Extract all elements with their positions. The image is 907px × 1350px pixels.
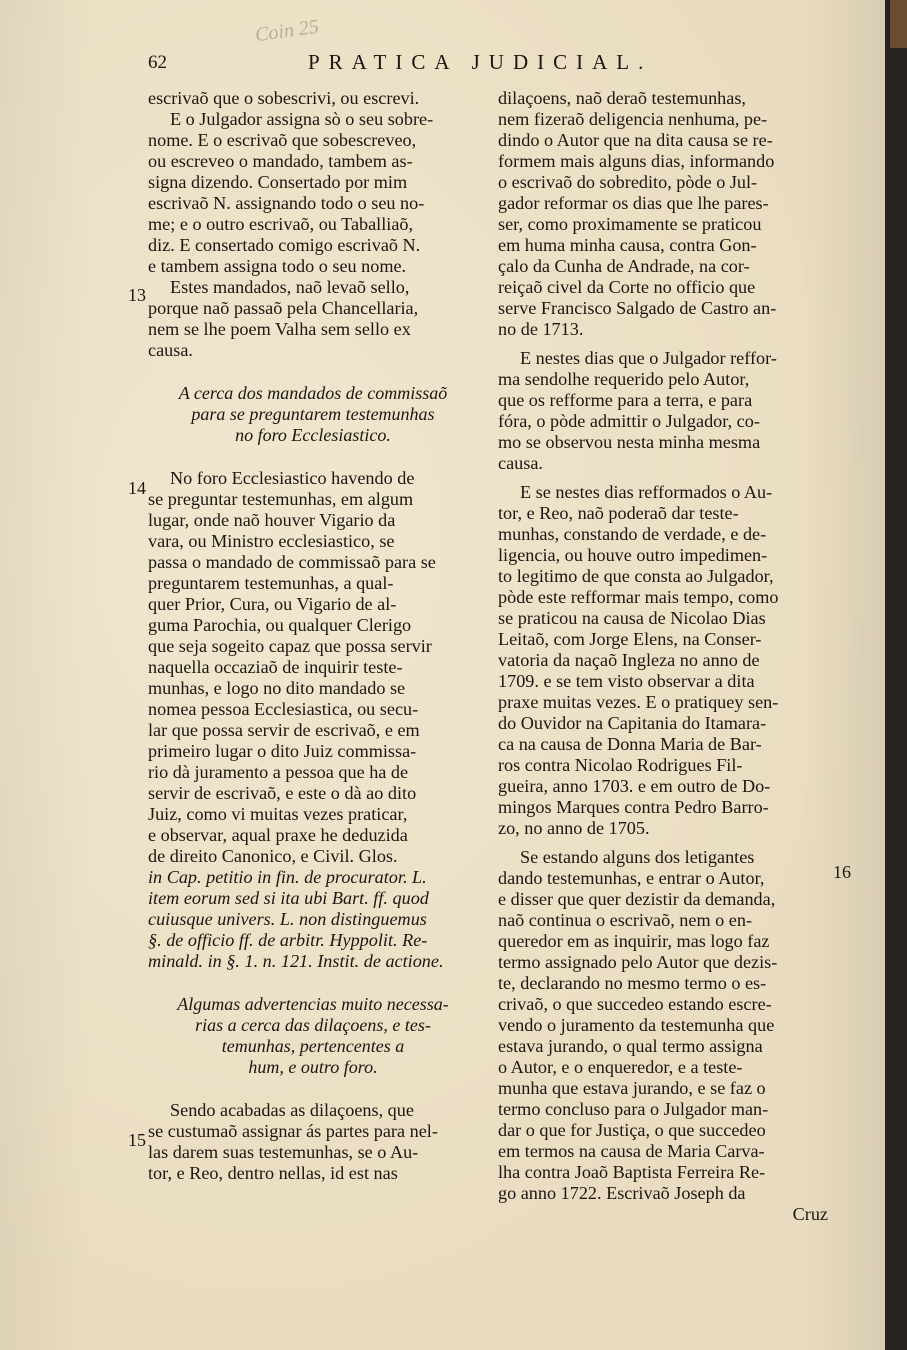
text-line: las darem suas testemunhas, se o Au-: [148, 1142, 419, 1162]
text-line: gador reformar os dias que lhe pares-: [498, 193, 769, 213]
page-edge: [885, 0, 907, 1350]
paragraph-number-14: 14: [128, 478, 146, 498]
catchword: Cruz: [792, 1204, 828, 1224]
text-line: preguntarem testemunhas, a qual-: [148, 573, 394, 593]
text-line: mingos Marques contra Pedro Barro-: [498, 797, 769, 817]
text-line: nem se lhe poem Valha sem sello ex: [148, 319, 411, 339]
text-line: ca na causa de Donna Maria de Bar-: [498, 734, 762, 754]
text-line: ma sendolhe requerido pelo Autor,: [498, 369, 750, 389]
text-line: escrivaõ que o sobescrivi, ou escrevi.: [148, 88, 420, 108]
text-line: tor, e Reo, dentro nellas, id est nas: [148, 1163, 398, 1183]
text-line: se custumaõ assignar ás partes para nel-: [148, 1121, 438, 1141]
heading-line: hum, e outro foro.: [248, 1057, 378, 1077]
text-line: praxe muitas vezes. E o pratiquey sen-: [498, 692, 779, 712]
text-line: fóra, o pòde admittir o Julgador, co-: [498, 411, 760, 431]
heading-line: no foro Ecclesiastico.: [235, 425, 391, 445]
paragraph-14: [148, 468, 478, 972]
text-line: primeiro lugar o dito Juiz commissa-: [148, 741, 417, 761]
text-line: servir de escrivaõ, e este o dà ao dito: [148, 783, 417, 803]
right-top-text: [498, 88, 828, 340]
text-line: rio dà juramento a pessoa que ha de: [148, 762, 409, 782]
text-line: go anno 1722. Escrivaõ Joseph da: [498, 1183, 746, 1203]
text-line: se praticou na causa de Nicolao Dias: [498, 608, 766, 628]
text-line: munha que estava jurando, e se faz o: [498, 1078, 766, 1098]
text-line: de direito Canonico, e Civil. Glos.: [148, 846, 398, 866]
text-line: lugar, onde naõ houver Vigario da: [148, 510, 396, 530]
text-line: que os refforme para a terra, e para: [498, 390, 753, 410]
text-line: vara, ou Ministro ecclesiastico, se: [148, 531, 395, 551]
text-line: porque naõ passaõ pela Chancellaria,: [148, 298, 419, 318]
heading-line: para se preguntarem testemunhas: [191, 404, 435, 424]
text-line: 1709. e se tem visto observar a dita: [498, 671, 755, 691]
text-line: lha contra Joaõ Baptista Ferreira Re-: [498, 1162, 766, 1182]
citation-line: minald. in §. 1. n. 121. Instit. de actione.: [148, 951, 444, 971]
text-line: escrivaõ N. assignando todo o seu no-: [148, 193, 425, 213]
left-column: [148, 88, 478, 1184]
text-line: lar que possa servir de escrivaõ, e em: [148, 720, 420, 740]
text-line: gueira, anno 1703. e em outro de Do-: [498, 776, 771, 796]
text-line: quer Prior, Cura, ou Vigario de al-: [148, 594, 397, 614]
text-line: nem fizeraõ deligencia nenhuma, pe-: [498, 109, 768, 129]
text-line: queredor em as inquirir, mas logo faz: [498, 931, 770, 951]
text-line: diz. E consertado comigo escrivaõ N.: [148, 235, 421, 255]
text-line: em termos na causa de Maria Carva-: [498, 1141, 765, 1161]
text-line: estava jurando, o qual termo assigna: [498, 1036, 763, 1056]
citation-line: §. de officio ff. de arbitr. Hyppolit. Re-: [148, 930, 428, 950]
text-line: ser, como proximamente se praticou: [498, 214, 762, 234]
heading-line: Algumas advertencias muito necessa-: [177, 994, 449, 1014]
citation-line: item eorum sed si ita ubi Bart. ff. quod: [148, 888, 429, 908]
pencil-annotation: Coin 25: [253, 15, 321, 47]
paragraph-13: [148, 277, 478, 361]
heading-line: A cerca dos mandados de commissaõ: [178, 383, 448, 403]
text-line: termo concluso para o Julgador man-: [498, 1099, 769, 1119]
section-heading-commissao: [148, 383, 478, 446]
text-line: Leitaõ, com Jorge Elens, na Conser-: [498, 629, 762, 649]
text-line: çalo da Cunha de Andrade, na cor-: [498, 256, 750, 276]
text-line: formem mais alguns dias, informando: [498, 151, 775, 171]
left-top-text: [148, 88, 478, 277]
text-line: ros contra Nicolao Rodrigues Fil-: [498, 755, 743, 775]
text-line: se preguntar testemunhas, em algum: [148, 489, 414, 509]
text-line: E nestes dias que o Julgador reffor-: [520, 348, 777, 368]
paragraph-number-16: 16: [833, 862, 851, 882]
text-line: munhas, e logo no dito mandado se: [148, 678, 406, 698]
text-line: E o Julgador assigna sò o seu sobre-: [170, 109, 434, 129]
running-title: PRATICA JUDICIAL.: [308, 50, 653, 74]
text-line: serve Francisco Salgado de Castro an-: [498, 298, 777, 318]
text-line: guma Parochia, ou qualquer Clerigo: [148, 615, 412, 635]
text-line: dindo o Autor que na dita causa se re-: [498, 130, 773, 150]
text-line: causa.: [148, 340, 193, 360]
text-line: Sendo acabadas as dilaçoens, que: [170, 1100, 414, 1120]
text-line: dando testemunhas, e entrar o Autor,: [498, 868, 765, 888]
heading-line: rias a cerca das dilaçoens, e tes-: [195, 1015, 431, 1035]
text-line: causa.: [498, 453, 543, 473]
text-line: mo se observou nesta minha mesma: [498, 432, 761, 452]
text-line: zo, no anno de 1705.: [498, 818, 650, 838]
paragraph-number-13: 13: [128, 285, 146, 305]
text-line: e tambem assigna todo o seu nome.: [148, 256, 407, 276]
paragraph-15: [148, 1100, 478, 1184]
text-line: reiçaõ civel da Corte no officio que: [498, 277, 756, 297]
right-column: [498, 88, 828, 1225]
text-line: e disser que quer dezistir da demanda,: [498, 889, 776, 909]
text-line: passa o mandado de commissaõ para se: [148, 552, 436, 572]
text-line: munhas, constando de verdade, e de-: [498, 524, 767, 544]
text-line: e observar, aqual praxe he deduzida: [148, 825, 408, 845]
text-line: nome. E o escrivaõ que sobescreveo,: [148, 130, 417, 150]
text-line: te, declarando no mesmo termo o es-: [498, 973, 767, 993]
text-line: Estes mandados, naõ levaõ sello,: [170, 277, 410, 297]
text-line: dar o que for Justiça, o que succedeo: [498, 1120, 766, 1140]
text-line: no de 1713.: [498, 319, 584, 339]
text-line: do Ouvidor na Capitania do Itamara-: [498, 713, 767, 733]
text-line: to legitimo de que consta ao Julgador,: [498, 566, 774, 586]
paragraph-reforma-dias: [498, 348, 828, 474]
text-line: o escrivaõ do sobredito, pòde o Jul-: [498, 172, 758, 192]
text-line: que seja sogeito capaz que possa servir: [148, 636, 432, 656]
text-line: pòde este refformar mais tempo, como: [498, 587, 779, 607]
text-line: ou escreveo o mandado, tambem as-: [148, 151, 413, 171]
text-line: o Autor, e o enqueredor, e a teste-: [498, 1057, 743, 1077]
text-line: Juiz, como vi muitas vezes praticar,: [148, 804, 408, 824]
paragraph-impedimento: [498, 482, 828, 839]
text-line: em huma minha causa, contra Gon-: [498, 235, 757, 255]
page-number: 62: [148, 52, 167, 73]
heading-line: temunhas, pertencentes a: [221, 1036, 405, 1056]
citation-line: cuiusque univers. L. non distinguemus: [148, 909, 427, 929]
paragraph-16: [498, 847, 828, 1204]
text-line: vatoria da naçaõ Ingleza no anno de: [498, 650, 760, 670]
text-line: me; e o outro escrivaõ, ou Taballiaõ,: [148, 214, 414, 234]
text-line: E se nestes dias refformados o Au-: [520, 482, 773, 502]
text-line: Se estando alguns dos letigantes: [520, 847, 755, 867]
text-line: nomea pessoa Ecclesiastica, ou secu-: [148, 699, 419, 719]
text-line: tor, e Reo, naõ poderaõ dar teste-: [498, 503, 739, 523]
text-line: naquella occaziaõ de inquirir teste-: [148, 657, 403, 677]
section-heading-dilacoens: [148, 994, 478, 1078]
text-line: crivaõ, o que succedeo estando escre-: [498, 994, 772, 1014]
text-line: ligencia, ou houve outro impedimen-: [498, 545, 768, 565]
text-line: vendo o juramento da testemunha que: [498, 1015, 775, 1035]
page-header: [0, 44, 890, 84]
paragraph-number-15: 15: [128, 1130, 146, 1150]
text-line: termo assignado pelo Autor que dezis-: [498, 952, 778, 972]
text-line: dilaçoens, naõ deraõ testemunhas,: [498, 88, 746, 108]
edge-tab: [890, 0, 907, 48]
text-line: naõ continua o escrivaõ, nem o en-: [498, 910, 753, 930]
text-line: signa dizendo. Consertado por mim: [148, 172, 408, 192]
citation-line: in Cap. petitio in fin. de procurator. L.: [148, 867, 427, 887]
text-line: No foro Ecclesiastico havendo de: [170, 468, 415, 488]
